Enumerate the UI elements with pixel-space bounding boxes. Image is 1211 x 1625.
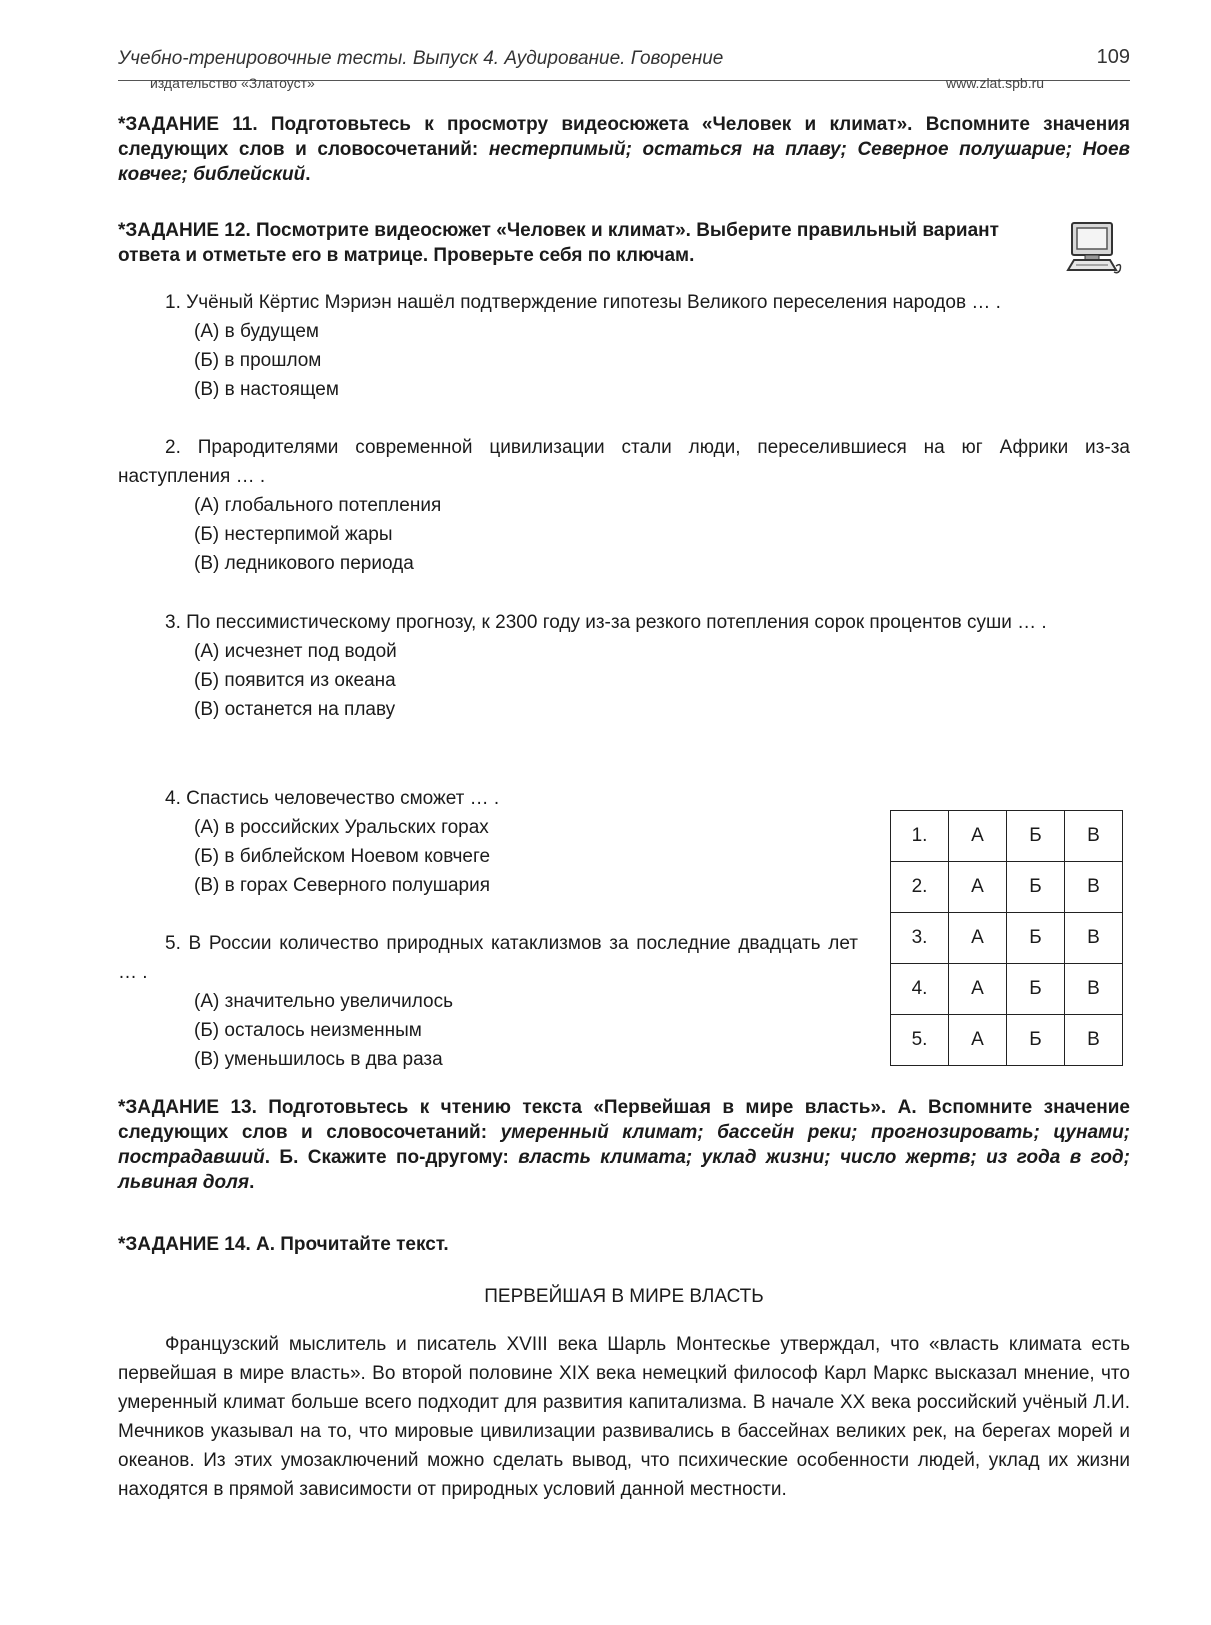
question-1-stem: 1. Учёный Кёртис Мэриэн нашёл подтверждение гипотезы Великого переселения народов … . bbox=[165, 292, 1001, 313]
matrix-row-number: 5. bbox=[891, 1015, 949, 1066]
matrix-cell-c[interactable]: В bbox=[1065, 811, 1123, 862]
question-3-stem: 3. По пессимистическому прогнозу, к 2300 году из-за резкого потепления сорок процентов суши … . bbox=[165, 612, 1047, 633]
question-4-option-b[interactable]: (Б) в библейском Ноевом ковчеге bbox=[194, 846, 491, 867]
question-1-option-b[interactable]: (Б) в прошлом bbox=[194, 350, 322, 371]
matrix-cell-c[interactable]: В bbox=[1065, 913, 1123, 964]
matrix-row bbox=[891, 811, 1123, 862]
task-13-end: . bbox=[249, 1172, 255, 1193]
task-13 bbox=[118, 1095, 1130, 1195]
task-13-label-a: *ЗАДАНИЕ 13. Подготовьтесь к чтению текста «Первейшая в мире власть». А. Вспомните значение следующих слов и словосочетаний: bbox=[118, 1097, 1130, 1143]
matrix-cell-a[interactable]: А bbox=[949, 811, 1007, 862]
matrix-row bbox=[891, 913, 1123, 964]
task-11 bbox=[118, 112, 1130, 187]
question-2-stem: 2. Прародителями современной цивилизации стали люди, переселившиеся на юг Африки из-за наступления … . bbox=[118, 437, 1130, 487]
question-3-option-b[interactable]: (Б) появится из океана bbox=[194, 670, 396, 691]
question-3-option-a[interactable]: (А) исчезнет под водой bbox=[194, 641, 397, 662]
question-3 bbox=[118, 608, 1130, 724]
matrix-cell-a[interactable]: А bbox=[949, 1015, 1007, 1066]
reading-title: ПЕРВЕЙШАЯ В МИРЕ ВЛАСТЬ bbox=[484, 1286, 764, 1307]
question-2 bbox=[118, 433, 1130, 578]
matrix-row bbox=[891, 964, 1123, 1015]
matrix-row bbox=[891, 862, 1123, 913]
matrix-cell-c[interactable]: В bbox=[1065, 964, 1123, 1015]
matrix-cell-b[interactable]: Б bbox=[1007, 862, 1065, 913]
question-5-option-a[interactable]: (А) значительно увеличилось bbox=[194, 991, 454, 1012]
page-number: 109 bbox=[1096, 46, 1130, 68]
question-5-stem: 5. В России количество природных катаклизмов за последние двадцать лет … . bbox=[118, 933, 858, 983]
task-13-label-b: . Б. Скажите по-другому: bbox=[264, 1147, 519, 1168]
question-1-option-c[interactable]: (В) в настоящем bbox=[194, 379, 339, 400]
question-2-option-b[interactable]: (Б) нестерпимой жары bbox=[194, 524, 393, 545]
matrix-cell-b[interactable]: Б bbox=[1007, 811, 1065, 862]
matrix-cell-c[interactable]: В bbox=[1065, 862, 1123, 913]
question-5-option-b[interactable]: (Б) осталось неизменным bbox=[194, 1020, 422, 1041]
publisher-website[interactable]: www.zlat.spb.ru bbox=[946, 75, 1045, 91]
question-4-stem: 4. Спастись человечество сможет … . bbox=[165, 788, 500, 809]
matrix-row-number: 1. bbox=[891, 811, 949, 862]
task-13-words-a: умеренный климат; бассейн реки; прогнозировать; цунами; пострадавший bbox=[118, 1122, 1130, 1168]
matrix-cell-b[interactable]: Б bbox=[1007, 1015, 1065, 1066]
task-11-end: . bbox=[305, 164, 311, 185]
question-2-option-c[interactable]: (В) ледникового периода bbox=[194, 553, 414, 574]
question-4-option-a[interactable]: (А) в российских Уральских горах bbox=[194, 817, 489, 838]
matrix-row-number: 2. bbox=[891, 862, 949, 913]
matrix-cell-a[interactable]: А bbox=[949, 913, 1007, 964]
publisher-name: издательство «Златоуст» bbox=[150, 75, 315, 91]
matrix-row-number: 3. bbox=[891, 913, 949, 964]
question-4 bbox=[118, 784, 858, 900]
question-5 bbox=[118, 929, 858, 1074]
computer-icon bbox=[1066, 222, 1124, 274]
question-2-option-a[interactable]: (А) глобального потепления bbox=[194, 495, 442, 516]
task-12 bbox=[118, 218, 1006, 268]
task-13-words-b: власть климата; уклад жизни; число жертв; из года в год; львиная доля bbox=[118, 1147, 1130, 1193]
matrix-cell-b[interactable]: Б bbox=[1007, 913, 1065, 964]
matrix-cell-c[interactable]: В bbox=[1065, 1015, 1123, 1066]
question-3-option-c[interactable]: (В) останется на плаву bbox=[194, 699, 396, 720]
question-1 bbox=[118, 288, 1130, 404]
reading-paragraph: Французский мыслитель и писатель XVIII века Шарль Монтескье утверждал, что «власть климата есть первейшая в мире власть». Во второй половине XIX века немецкий философ Карл Маркс высказал мнение, что умеренный климат больше всего подходит для развития капитализма. В начале XX века российский учёный Л.И. Мечников указывал на то, что мировые цивилизации развивались в бассейнах великих рек, на берегах морей и океанов. Из этих умозаключений можно сделать вывод, что психические особенности людей, уклад их жизни находятся в прямой зависимости от природных условий данной местности. bbox=[118, 1334, 1130, 1500]
matrix-row-number: 4. bbox=[891, 964, 949, 1015]
task-14 bbox=[118, 1232, 1130, 1257]
matrix-row bbox=[891, 1015, 1123, 1066]
matrix-cell-a[interactable]: А bbox=[949, 964, 1007, 1015]
matrix-cell-b[interactable]: Б bbox=[1007, 964, 1065, 1015]
task-11-words: нестерпимый; остаться на плаву; Северное полушарие; Ноев ковчег; библейский bbox=[118, 139, 1130, 185]
question-4-option-c[interactable]: (В) в горах Северного полушария bbox=[194, 875, 490, 896]
question-1-option-a[interactable]: (А) в будущем bbox=[194, 321, 319, 342]
matrix-cell-a[interactable]: А bbox=[949, 862, 1007, 913]
question-5-option-c[interactable]: (В) уменьшилось в два раза bbox=[194, 1049, 443, 1070]
task-11-label: *ЗАДАНИЕ 11. Подготовьтесь к просмотру видеосюжета «Человек и климат». Вспомните значения следующих слов и словосочетаний: bbox=[118, 114, 1130, 160]
task-12-label: *ЗАДАНИЕ 12. Посмотрите видеосюжет «Человек и климат». Выберите правильный вариант ответа и отметьте его в матрице. Проверьте себя по ключам. bbox=[118, 220, 999, 266]
running-title: Учебно-тренировочные тесты. Выпуск 4. Аудирование. Говорение bbox=[118, 48, 724, 69]
answer-matrix bbox=[890, 810, 1123, 1066]
page-header bbox=[118, 48, 1130, 76]
task-14-label: *ЗАДАНИЕ 14. А. Прочитайте текст. bbox=[118, 1234, 449, 1255]
